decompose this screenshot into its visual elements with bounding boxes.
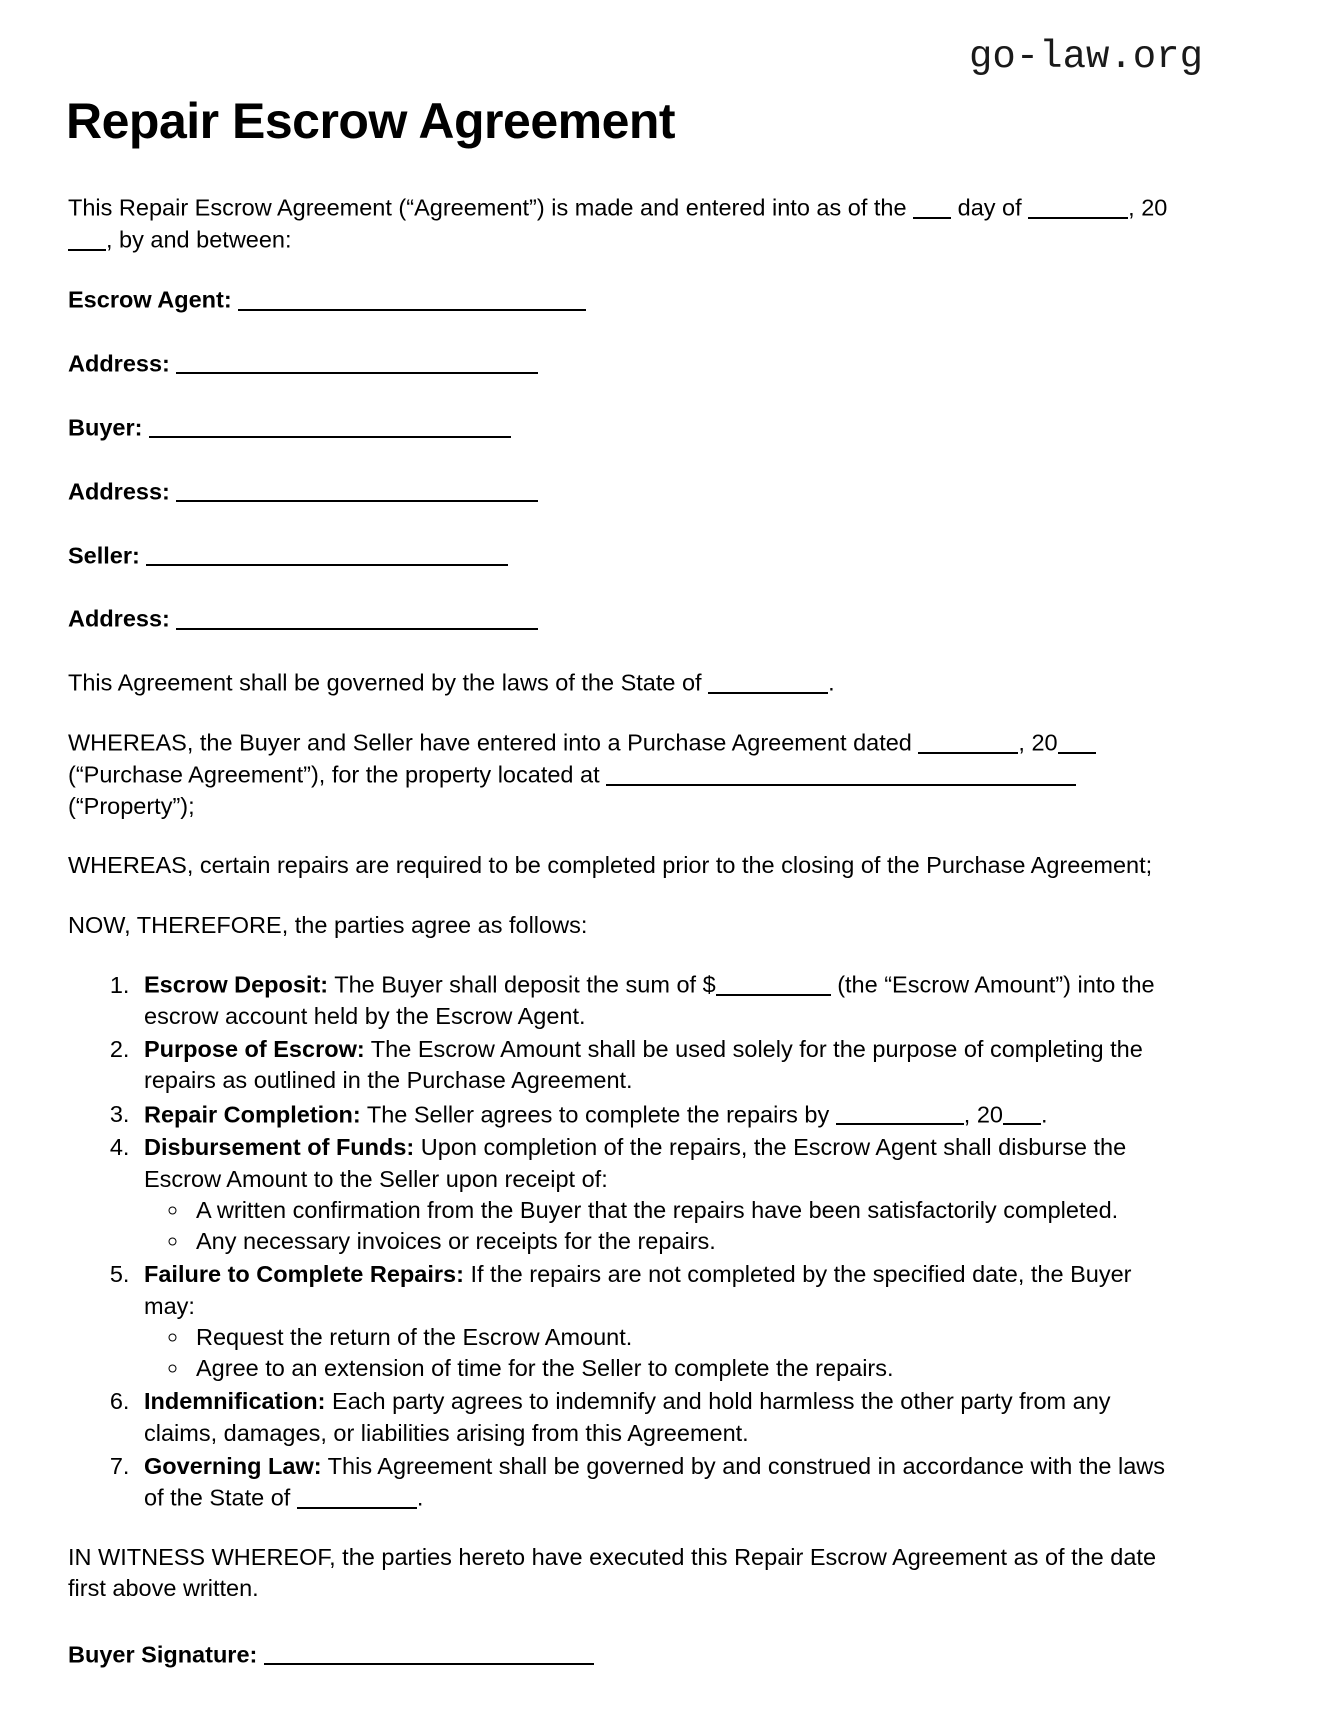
clause-text-repair-completion-a: The Seller agrees to complete the repairs by xyxy=(360,1101,836,1128)
field-buyer xyxy=(68,412,1183,444)
field-seller-address xyxy=(68,603,1183,635)
blank-property-address[interactable] xyxy=(606,759,1076,786)
field-input-seller[interactable] xyxy=(146,540,508,567)
blank-repair-year[interactable] xyxy=(1003,1099,1041,1126)
clause-item-disbursement-of-funds xyxy=(136,1132,1183,1257)
clause-heading-governing-law: Governing Law: xyxy=(144,1452,322,1479)
whereas1-text-2: , 20 xyxy=(1018,729,1058,756)
clause-heading-disbursement-of-funds: Disbursement of Funds: xyxy=(144,1134,415,1161)
clause-item-failure-to-complete-repairs xyxy=(136,1259,1183,1384)
sub-item-agree-extension: ◦ Agree to an extension of time for the Seller to complete the repairs. xyxy=(190,1353,1183,1384)
clause-text-repair-completion-c: . xyxy=(1040,1101,1048,1128)
witness-paragraph: IN WITNESS WHEREOF, the parties hereto have executed this Repair Escrow Agreement as of the date first above written. xyxy=(68,1544,1157,1602)
clause-item-purpose-of-escrow xyxy=(136,1034,1183,1097)
whereas-repairs: WHEREAS, certain repairs are required to be completed prior to the closing of the Purchase Agreement; xyxy=(68,852,1153,879)
blank-repair-date[interactable] xyxy=(836,1099,964,1126)
clause-text-escrow-deposit-b: (the “Escrow Amount”) into the escrow account held by the Escrow Agent. xyxy=(144,971,1155,1029)
site-logo: go-law.org xyxy=(968,35,1203,79)
clause-item-escrow-deposit xyxy=(136,969,1183,1032)
blank-governing-law-state[interactable] xyxy=(297,1482,417,1509)
governing-state-text-1: This Agreement shall be governed by the laws of the State of xyxy=(68,670,709,697)
sub-item-request-return: ◦ Request the return of the Escrow Amount. xyxy=(190,1322,1183,1353)
clause-text-failure-to-complete-repairs: If the repairs are not completed by the specified date, the Buyer may: xyxy=(144,1261,1132,1319)
clause-item-indemnification xyxy=(136,1386,1183,1449)
field-input-buyer-address[interactable] xyxy=(176,476,538,503)
sub-list-failure xyxy=(144,1322,1183,1385)
field-escrow-agent-address xyxy=(68,348,1183,380)
whereas1-text-3: (“Purchase Agreement”), for the property located at xyxy=(68,761,607,788)
clause-text-repair-completion-b: , 20 xyxy=(963,1101,1003,1128)
field-input-escrow-agent[interactable] xyxy=(238,284,586,311)
governing-state-text-2: . xyxy=(828,670,835,697)
blank-day[interactable] xyxy=(913,192,951,219)
intro-paragraph xyxy=(68,192,1183,256)
sub-item-invoices-receipts: ◦ Any necessary invoices or receipts for the repairs. xyxy=(190,1226,1183,1257)
clause-heading-purpose-of-escrow: Purpose of Escrow: xyxy=(144,1036,365,1063)
intro-text-4: , by and between: xyxy=(106,226,292,253)
clause-heading-failure-to-complete-repairs: Failure to Complete Repairs: xyxy=(144,1261,464,1288)
now-therefore: NOW, THEREFORE, the parties agree as follows: xyxy=(68,911,588,938)
clause-text-governing-law-a: This Agreement shall be governed by and construed in accordance with the laws of the State of xyxy=(144,1452,1166,1511)
field-label-seller: Seller: xyxy=(68,542,140,569)
field-input-seller-address[interactable] xyxy=(176,603,538,630)
blank-pa-year[interactable] xyxy=(1058,727,1096,754)
blank-escrow-amount[interactable] xyxy=(716,969,831,996)
document-body xyxy=(66,192,1211,1671)
clause-text-disbursement-of-funds: Upon completion of the repairs, the Escrow Agent shall disburse the Escrow Amount to the Seller upon receipt of: xyxy=(144,1134,1127,1192)
clause-text-indemnification: Each party agrees to indemnify and hold harmless the other party from any claims, damages, or liabilities arising from this Agreement. xyxy=(144,1388,1111,1446)
clause-text-governing-law-b: . xyxy=(416,1484,424,1511)
whereas1-text-1: WHEREAS, the Buyer and Seller have entered into a Purchase Agreement dated xyxy=(68,729,919,756)
field-label-buyer-signature: Buyer Signature: xyxy=(68,1641,258,1668)
field-label-buyer-address: Address: xyxy=(68,478,170,505)
field-buyer-signature xyxy=(68,1639,1183,1671)
blank-pa-month[interactable] xyxy=(918,727,1018,754)
field-label-buyer: Buyer: xyxy=(68,414,143,441)
field-input-escrow-agent-address[interactable] xyxy=(176,348,538,375)
field-label-escrow-agent: Escrow Agent: xyxy=(68,286,232,313)
clause-item-repair-completion xyxy=(136,1099,1183,1131)
field-input-buyer[interactable] xyxy=(149,412,511,439)
blank-year[interactable] xyxy=(68,224,106,251)
clause-item-governing-law xyxy=(136,1451,1183,1514)
blank-month[interactable] xyxy=(1028,192,1128,219)
sub-item-written-confirmation: ◦ A written confirmation from the Buyer that the repairs have been satisfactorily completed. xyxy=(190,1195,1183,1226)
sub-list-disbursement xyxy=(144,1195,1183,1258)
clause-text-purpose-of-escrow: The Escrow Amount shall be used solely for the purpose of completing the repairs as outlined in the Purchase Agreement. xyxy=(144,1036,1143,1094)
clause-heading-indemnification: Indemnification: xyxy=(144,1388,326,1415)
intro-text-2: day of xyxy=(951,194,1029,221)
field-input-buyer-signature[interactable] xyxy=(264,1639,594,1666)
whereas1-text-4: (“Property”); xyxy=(68,793,195,820)
intro-text-3: , 20 xyxy=(1128,194,1168,221)
governing-state-paragraph xyxy=(68,667,1183,699)
field-buyer-address xyxy=(68,476,1183,508)
clause-heading-escrow-deposit: Escrow Deposit: xyxy=(144,971,329,998)
blank-governing-state[interactable] xyxy=(708,667,828,694)
intro-text-1: This Repair Escrow Agreement (“Agreement”) is made and entered into as of the xyxy=(68,194,914,221)
clause-list xyxy=(68,969,1183,1514)
field-label-seller-address: Address: xyxy=(68,606,170,633)
brand-row xyxy=(66,35,1211,90)
field-seller xyxy=(68,540,1183,572)
whereas-purchase-agreement xyxy=(68,727,1183,822)
page-title: Repair Escrow Agreement xyxy=(66,93,676,149)
field-escrow-agent xyxy=(68,284,1183,316)
field-label-escrow-agent-address: Address: xyxy=(68,350,170,377)
clause-heading-repair-completion: Repair Completion: xyxy=(144,1101,361,1128)
clause-text-escrow-deposit-a: The Buyer shall deposit the sum of $ xyxy=(328,971,716,998)
